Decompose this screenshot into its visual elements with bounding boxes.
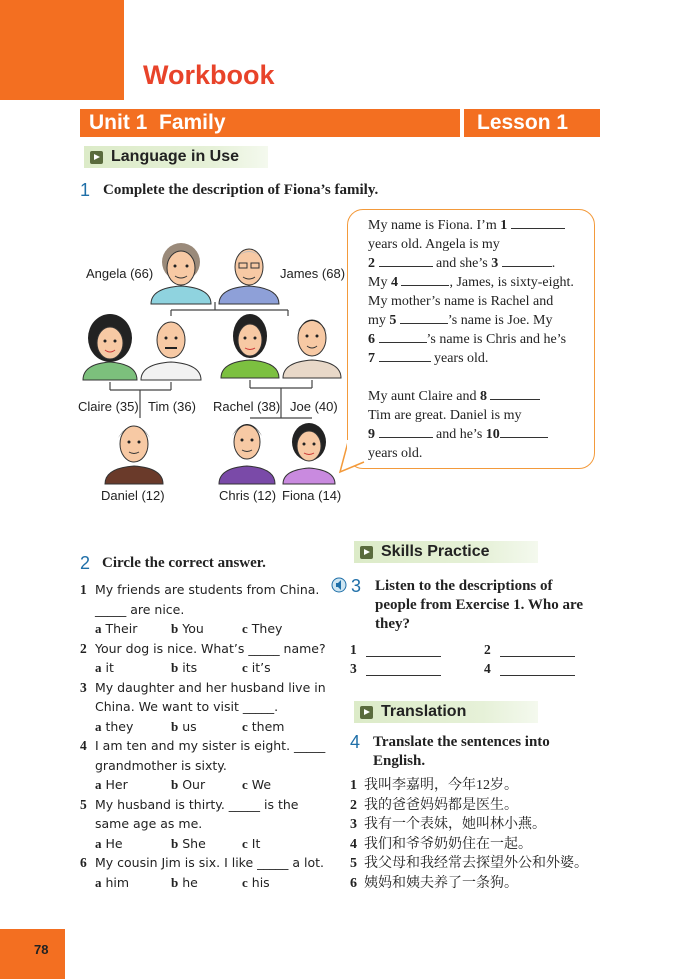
- section-heading: Skills Practice: [381, 543, 490, 560]
- portrait-daniel: [105, 426, 163, 484]
- option-b[interactable]: b he: [171, 874, 198, 890]
- blank-6[interactable]: [379, 342, 427, 343]
- question-text: My cousin Jim is six. I like _____ a lot.: [95, 855, 324, 870]
- portrait-fiona: [283, 423, 335, 484]
- question-text: same age as me.: [95, 816, 203, 831]
- speech-bubble-tail: [338, 440, 368, 474]
- list-item: 1 我叫李嘉明，今年12岁。: [350, 778, 518, 793]
- label-fiona: Fiona (14): [282, 488, 342, 503]
- answer-2-blank[interactable]: [500, 640, 575, 657]
- blank-4[interactable]: [401, 285, 449, 286]
- option-c[interactable]: c them: [242, 718, 285, 734]
- question-text: My daughter and her husband live in: [95, 679, 326, 695]
- question-item: [80, 582, 342, 641]
- play-icon: [360, 546, 373, 559]
- answer-3-label: 3: [350, 661, 357, 676]
- option-a[interactable]: a it: [95, 660, 114, 675]
- exercise-2-number: 2: [80, 553, 91, 573]
- portrait-chris: [219, 424, 275, 484]
- option-c[interactable]: c his: [242, 874, 270, 890]
- question-text: Your dog is nice. What’s _____ name?: [95, 640, 326, 656]
- answer-4-label: 4: [484, 661, 491, 676]
- question-text: _____ are nice.: [95, 601, 185, 617]
- audio-icon[interactable]: [331, 577, 347, 593]
- corner-block: [0, 0, 124, 100]
- question-number: 6: [80, 855, 87, 870]
- option-b[interactable]: b us: [171, 718, 197, 734]
- question-number: 5: [80, 796, 87, 812]
- list-item: 4 我们和爷爷奶奶住在一起。: [350, 836, 532, 852]
- exercise-4-number: 4: [350, 732, 361, 752]
- list-item: 6 姨妈和姨夫养了一条狗。: [350, 875, 518, 891]
- label-tim: Tim (36): [148, 399, 196, 414]
- unit-title: Unit 1 Family: [89, 111, 226, 134]
- label-rachel: Rachel (38): [213, 399, 281, 414]
- portrait-tim: [141, 322, 201, 380]
- section-translation: [354, 701, 538, 723]
- question-item: [80, 855, 342, 894]
- option-a[interactable]: a Her: [95, 777, 128, 792]
- question-text: grandmother is sixty.: [95, 757, 227, 773]
- exercise-2-instruction: Circle the correct answer.: [102, 555, 266, 571]
- exercise-2-questions: [80, 582, 342, 894]
- section-skills-practice: [354, 541, 538, 563]
- play-icon: [90, 151, 103, 164]
- option-b[interactable]: b She: [171, 835, 206, 851]
- option-c[interactable]: c They: [242, 621, 283, 636]
- label-claire: Claire (35): [78, 399, 139, 414]
- exercise-1-instruction: Complete the description of Fiona’s family.: [103, 182, 379, 198]
- portrait-james: [219, 249, 279, 304]
- page-number: 78: [34, 942, 49, 957]
- option-b[interactable]: b Our: [171, 777, 206, 792]
- list-item: 2 我的爸爸妈妈都是医生。: [350, 797, 518, 813]
- question-text: My husband is thirty. _____ is the: [95, 796, 299, 812]
- blank-9[interactable]: [379, 437, 433, 438]
- question-number: 2: [80, 640, 87, 656]
- answer-2-label: 2: [484, 642, 491, 657]
- portrait-angela: [151, 243, 211, 304]
- workbook-title: Workbook: [143, 60, 275, 90]
- answer-1-label: 1: [350, 642, 357, 657]
- list-item: 3 我有一个表妹，她叫林小燕。: [350, 817, 546, 832]
- label-daniel: Daniel (12): [101, 488, 165, 503]
- label-james: James (68): [280, 266, 346, 281]
- blank-5[interactable]: [400, 323, 448, 324]
- option-a[interactable]: a him: [95, 874, 130, 890]
- blank-7[interactable]: [379, 361, 431, 362]
- label-angela: Angela (66): [86, 266, 154, 281]
- bubble-text: My name is Fiona. I’m 1 years old. Angela is my 2 and she’s 3 . My 4 , James, is sixty-eight. My mother’s name is Rachel and my 5 ’s name is Joe. My 6 ’s name is Chris and he’s 7 years old. My aunt Claire and 8 Tim are great. Daniel is my 9 and he’s 10 years old.: [368, 218, 574, 461]
- list-item: 5 我父母和我经常去探望外公和外婆。: [350, 856, 588, 871]
- exercise-1-number: 1: [80, 180, 91, 200]
- blank-8[interactable]: [490, 399, 540, 400]
- option-b[interactable]: b its: [171, 660, 198, 675]
- section-heading: Language in Use: [111, 148, 240, 165]
- question-item: [80, 797, 342, 856]
- lesson-title: Lesson 1: [477, 111, 569, 134]
- section-language-in-use: [84, 146, 268, 168]
- portrait-joe: [283, 320, 341, 378]
- answer-3-blank[interactable]: [366, 659, 441, 676]
- portrait-rachel: [221, 314, 279, 378]
- page-number-box: [0, 929, 65, 979]
- option-a[interactable]: a He: [95, 835, 123, 851]
- translation-list: [350, 774, 650, 891]
- question-text: I am ten and my sister is eight. _____: [95, 738, 326, 753]
- section-heading: Translation: [381, 703, 467, 720]
- question-number: 3: [80, 679, 87, 695]
- question-number: 4: [80, 738, 87, 753]
- blank-3[interactable]: [502, 266, 552, 267]
- question-item: [80, 641, 342, 680]
- question-text: My friends are students from China.: [95, 582, 320, 597]
- exercise-3-number: 3: [351, 576, 362, 596]
- answer-4-blank[interactable]: [500, 659, 575, 676]
- label-joe: Joe (40): [290, 399, 338, 414]
- question-text: China. We want to visit _____.: [95, 699, 279, 714]
- question-number: 1: [80, 582, 87, 597]
- question-item: [80, 738, 342, 797]
- option-c[interactable]: c it’s: [242, 660, 271, 675]
- option-a[interactable]: a they: [95, 718, 134, 734]
- option-a[interactable]: a Their: [95, 621, 138, 636]
- blank-2[interactable]: [379, 266, 433, 267]
- answer-1-blank[interactable]: [366, 640, 441, 657]
- portrait-claire: [83, 314, 137, 380]
- exercise-4-instruction: Translate the sentences into English.: [373, 734, 550, 769]
- play-icon: [360, 706, 373, 719]
- blank-1[interactable]: [511, 228, 565, 229]
- blank-10[interactable]: [500, 437, 548, 438]
- exercise-3-instruction: Listen to the descriptions of people from Exercise 1. Who are they?: [375, 578, 584, 632]
- option-c[interactable]: c It: [242, 835, 261, 851]
- label-chris: Chris (12): [219, 488, 277, 503]
- option-b[interactable]: b You: [171, 621, 204, 636]
- option-c[interactable]: c We: [242, 777, 272, 792]
- question-item: [80, 680, 342, 739]
